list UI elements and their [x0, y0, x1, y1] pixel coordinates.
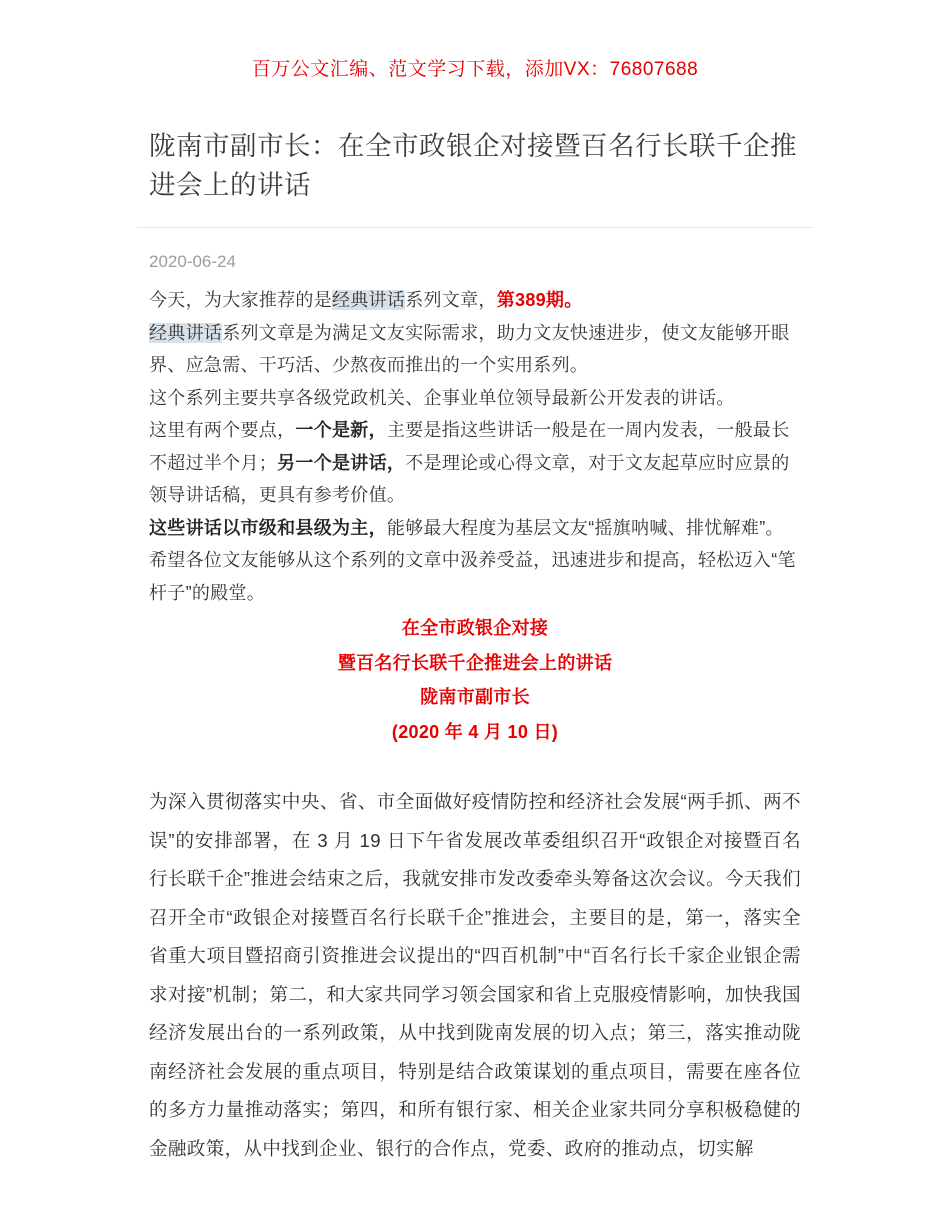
emphasis-text: 一个是新， — [295, 420, 387, 440]
article-content — [149, 127, 801, 1168]
article-title: 陇南市副市长：在全市政银企对接暨百名行长联千企推进会上的讲话 — [149, 131, 797, 200]
speech-heading-block — [149, 611, 801, 749]
text-segment: 能够最大程度为基层文友“摇旗呐喊、排忧解难”。希望各位文友能够从这个系列的文章中汲养受益，迅速进步和提高，轻松迈入“笔杆子”的殿堂。 — [149, 517, 796, 603]
intro-paragraph-4 — [149, 414, 801, 512]
speech-heading-line-1: 在全市政银企对接 — [401, 618, 549, 638]
text-segment: 这个系列主要共享各级党政机关、企事业单位领导最新公开发表的讲话。 — [149, 387, 735, 408]
speech-date-line: (2020 年 4 月 10 日) — [391, 721, 559, 742]
speech-body-paragraph: 为深入贯彻落实中央、省、市全面做好疫情防控和经济社会发展“两手抓、两不误”的安排部署，在 3 月 19 日下午省发展改革委组织召开“政银企对接暨百名行长联千企”推进会结束之后，我就安排市发改委牵头筹备这次会议。今天我们召开全市“政银企对接暨百名行长联千企”推进会，主要目的是，第一，落实全省重大项目暨招商引资推进会议提出的“四百机制”中“百名行长千家企业银企需求对接”机制；第二，和大家共同学习领会国家和省上克服疫情影响，加快我国经济发展出台的一系列政策，从中找到陇南发展的切入点；第三，落实推动陇南经济社会发展的重点项目，特别是结合政策谋划的重点项目，需要在座各位的多方力量推动落实；第四，和所有银行家、相关企业家共同分享积极稳健的金融政策，从中找到企业、银行的合作点，党委、政府的推动点，切实解 — [149, 791, 801, 1159]
text-segment: 今天，为大家推荐的是 — [149, 290, 332, 310]
promo-banner-text: 百万公文汇编、范文学习下载，添加VX：76807688 — [251, 59, 699, 80]
highlighted-keyword: 经典讲话 — [149, 322, 223, 343]
speech-heading-line-2: 暨百名行长联千企推进会上的讲话 — [337, 652, 613, 673]
highlighted-keyword: 经典讲话 — [332, 290, 406, 310]
emphasis-text: 这些讲话以市级和县级为主， — [149, 517, 387, 538]
title-divider — [137, 227, 813, 228]
intro-paragraph-3 — [149, 382, 801, 415]
text-segment: 这里有两个要点， — [149, 420, 296, 440]
intro-paragraph-5 — [149, 512, 801, 610]
article-date: 2020-06-24 — [149, 252, 236, 271]
text-segment: 系列文章是为满足文友实际需求，助力文友快速进步，使文友能够开眼界、应急需、干巧活、少熬夜而推出的一个实用系列。 — [149, 322, 790, 375]
text-segment: 系列文章， — [405, 290, 497, 310]
intro-paragraph-1 — [149, 284, 801, 317]
intro-paragraph-2 — [149, 317, 801, 382]
speech-author-line: 陇南市副市长 — [420, 687, 530, 707]
text-segment: 不是理论或心得文章，对于文友起草应时应景的领导讲话稿，更具有参考价值。 — [149, 452, 790, 505]
text-segment: 主要是指这些讲话一般是在一周内发表，一般最长不超过半个月； — [149, 420, 790, 473]
emphasis-text: 另一个是讲话， — [277, 452, 406, 473]
promo-banner — [0, 0, 950, 81]
issue-number-text: 第389期。 — [496, 290, 583, 310]
article-intro — [149, 284, 801, 609]
